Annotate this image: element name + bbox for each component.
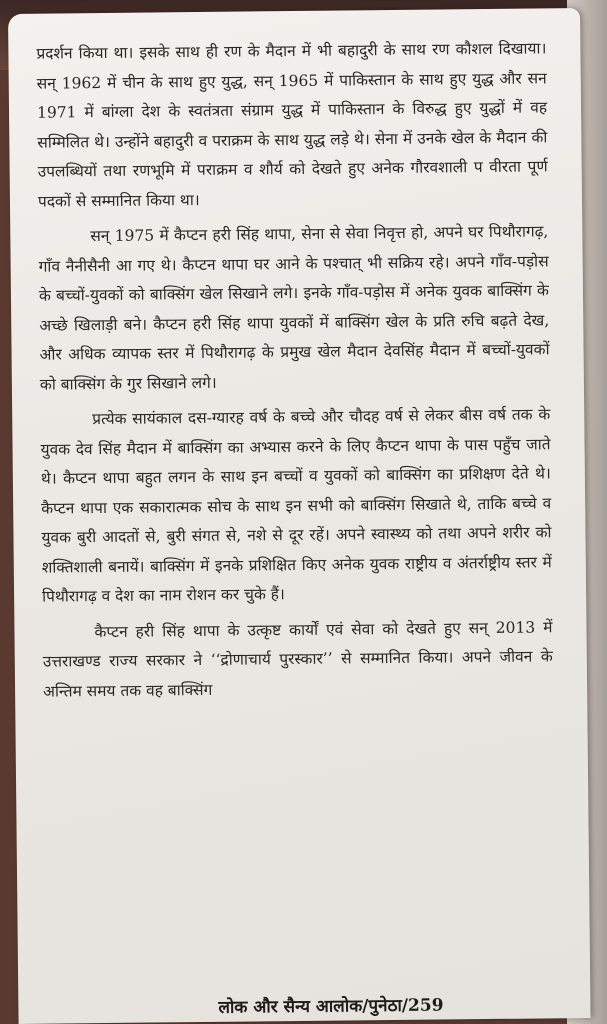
paragraph-2: सन् 1975 में कैप्टन हरी सिंह थापा, सेना से सेवा निवृत्त हो, अपने घर पिथौरागढ़, गाँव नैनीसैनी आ गए थे। कैप्टन थापा घर आने के पश्चात् भी सक्रिय रहे। अपने गाँव-पड़ोस के बच्चों-युवकों को बाक्सिंग खेल सिखाने लगे। इनके गाँव-पड़ोस में अनेक युवक बाक्सिंग के अच्छे खिलाड़ी बने। कैप्टन हरी सिंह थापा युवकों में बाक्सिंग खेल के प्रति रुचि बढ़ते देख, और अधिक व्यापक स्तर में पिथौरागढ़ के प्रमुख खेल मैदान देवसिंह मैदान में बच्चों-युवकों को बाक्सिंग के गुर सिखाने लगे। [38, 222, 550, 394]
paragraph-4: कैप्टन हरी सिंह थापा के उत्कृष्ट कार्यों एवं सेवा को देखते हुए सन् 2013 में उत्तराखण्ड राज्य सरकार ने ‘‘द्रोणाचार्य पुरस्कार’’ से सम्मानित किया। अपने जीवन के अन्तिम समय तक वह बाक्सिंग [42, 617, 553, 701]
page-footer: लोक और सैन्य आलोक/पुनेठा/259 [218, 995, 444, 1018]
paragraph-3: प्रत्येक सायंकाल दस-ग्यारह वर्ष के बच्चे और चौदह वर्ष से लेकर बीस वर्ष तक के युवक देव सिंह मैदान में बाक्सिंग का अभ्यास करने के लिए कैप्टन थापा के पास पहुँच जाते थे। कैप्टन थापा बहुत लगन के साथ इन बच्चों व युवकों को बाक्सिंग का प्रशिक्षण देते थे। कैप्टन थापा एक सकारात्मक सोच के साथ इन सभी को बाक्सिंग सिखाते थे, ताकि बच्चे व युवक बुरी आदतों से, बुरी संगत से, नशे से दूर रहें। अपने स्वास्थ्य को तथा अपने शरीर को शक्तिशाली बनायें। बाक्सिंग में इनके प्रशिक्षित किए अनेक युवक राष्ट्रीय व अंतर्राष्ट्रीय स्तर में पिथौरागढ़ व देश का नाम रोशन कर चुके हैं। [40, 405, 552, 606]
paragraph-1: प्रदर्शन किया था। इसके साथ ही रण के मैदान में भी बहादुरी के साथ रण कौशल दिखाया। सन् 1962 में चीन के साथ हुए युद्ध, सन् 1965 में पाकिस्तान के साथ हुए युद्ध और सन 1971 में बांग्ला देश के स्वतंत्रता संग्राम युद्ध में पाकिस्तान के विरुद्ध हुए युद्धों में वह सम्मिलित थे। उन्होंने बहादुरी व पराक्रम के साथ युद्ध लड़े थे। सेना में उनके खेल के मैदान की उपलब्धियों तथा रणभूमि में पराक्रम व शौर्य को देखते हुए अनेक गौरवशाली प वीरता पूर्ण पदकों से सम्मानित किया था। [36, 39, 548, 211]
page-body-text [36, 34, 553, 712]
book-page [8, 8, 591, 1024]
